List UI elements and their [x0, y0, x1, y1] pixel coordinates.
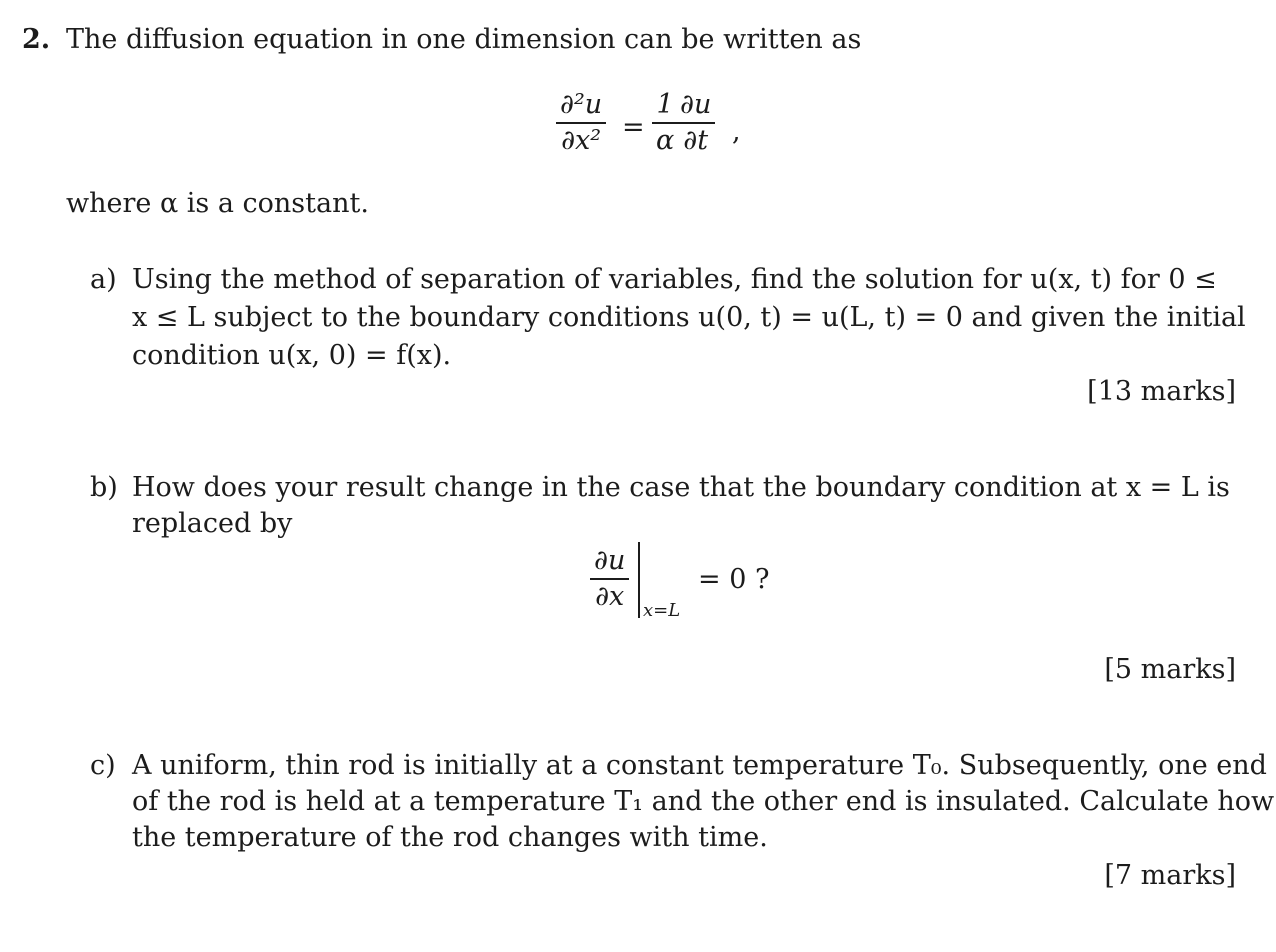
rhs-fraction: [676, 88, 715, 158]
part-c-line-2: of the rod is held at a temperature T₁ and the other end is insulated. Calculate how: [132, 786, 1275, 817]
rhs-coefficient: [652, 88, 678, 158]
derivative-denominator: ∂x: [595, 581, 625, 612]
part-a-line-2: x ≤ L subject to the boundary conditions u(0, t) = u(L, t) = 0 and given the initial: [132, 302, 1246, 333]
part-a-label: a): [90, 264, 117, 295]
part-c-marks: [7 marks]: [1104, 860, 1236, 891]
part-a-line-1: Using the method of separation of variables, find the solution for u(x, t) for 0 ≤: [132, 264, 1217, 295]
rhs-coef-numerator: 1: [656, 89, 674, 120]
part-c-label: c): [90, 750, 116, 781]
question-intro: The diffusion equation in one dimension can be written as: [66, 24, 862, 55]
rhs-coef-denominator: α: [656, 125, 675, 156]
question-number: 2.: [22, 24, 51, 55]
part-c-line-1: A uniform, thin rod is initially at a constant temperature T₀. Subsequently, one end: [132, 750, 1267, 781]
lhs-fraction: [556, 88, 606, 158]
equals-sign: =: [622, 112, 645, 143]
derivative-numerator: ∂u: [594, 545, 626, 576]
rhs-denominator: ∂t: [683, 125, 709, 156]
lhs-numerator: ∂²u: [560, 89, 603, 120]
evaluation-subscript: x=L: [643, 600, 681, 621]
where-text: where α is a constant.: [66, 188, 369, 219]
evaluation-bar: [638, 542, 640, 618]
equation-trailing-comma: ,: [732, 116, 741, 147]
part-b-label: b): [90, 472, 118, 503]
derivative-fraction: [590, 544, 629, 614]
rhs-numerator: ∂u: [680, 89, 712, 120]
part-a-marks: [13 marks]: [1087, 376, 1236, 407]
part-c-line-3: the temperature of the rod changes with time.: [132, 822, 768, 853]
part-b-line-1: How does your result change in the case that the boundary condition at x = L is: [132, 472, 1230, 503]
part-a-line-3: condition u(x, 0) = f(x).: [132, 340, 452, 371]
neumann-rhs: = 0 ?: [698, 564, 770, 595]
lhs-denominator: ∂x²: [561, 125, 602, 156]
part-b-line-2: replaced by: [132, 508, 293, 539]
part-b-marks: [5 marks]: [1104, 654, 1236, 685]
